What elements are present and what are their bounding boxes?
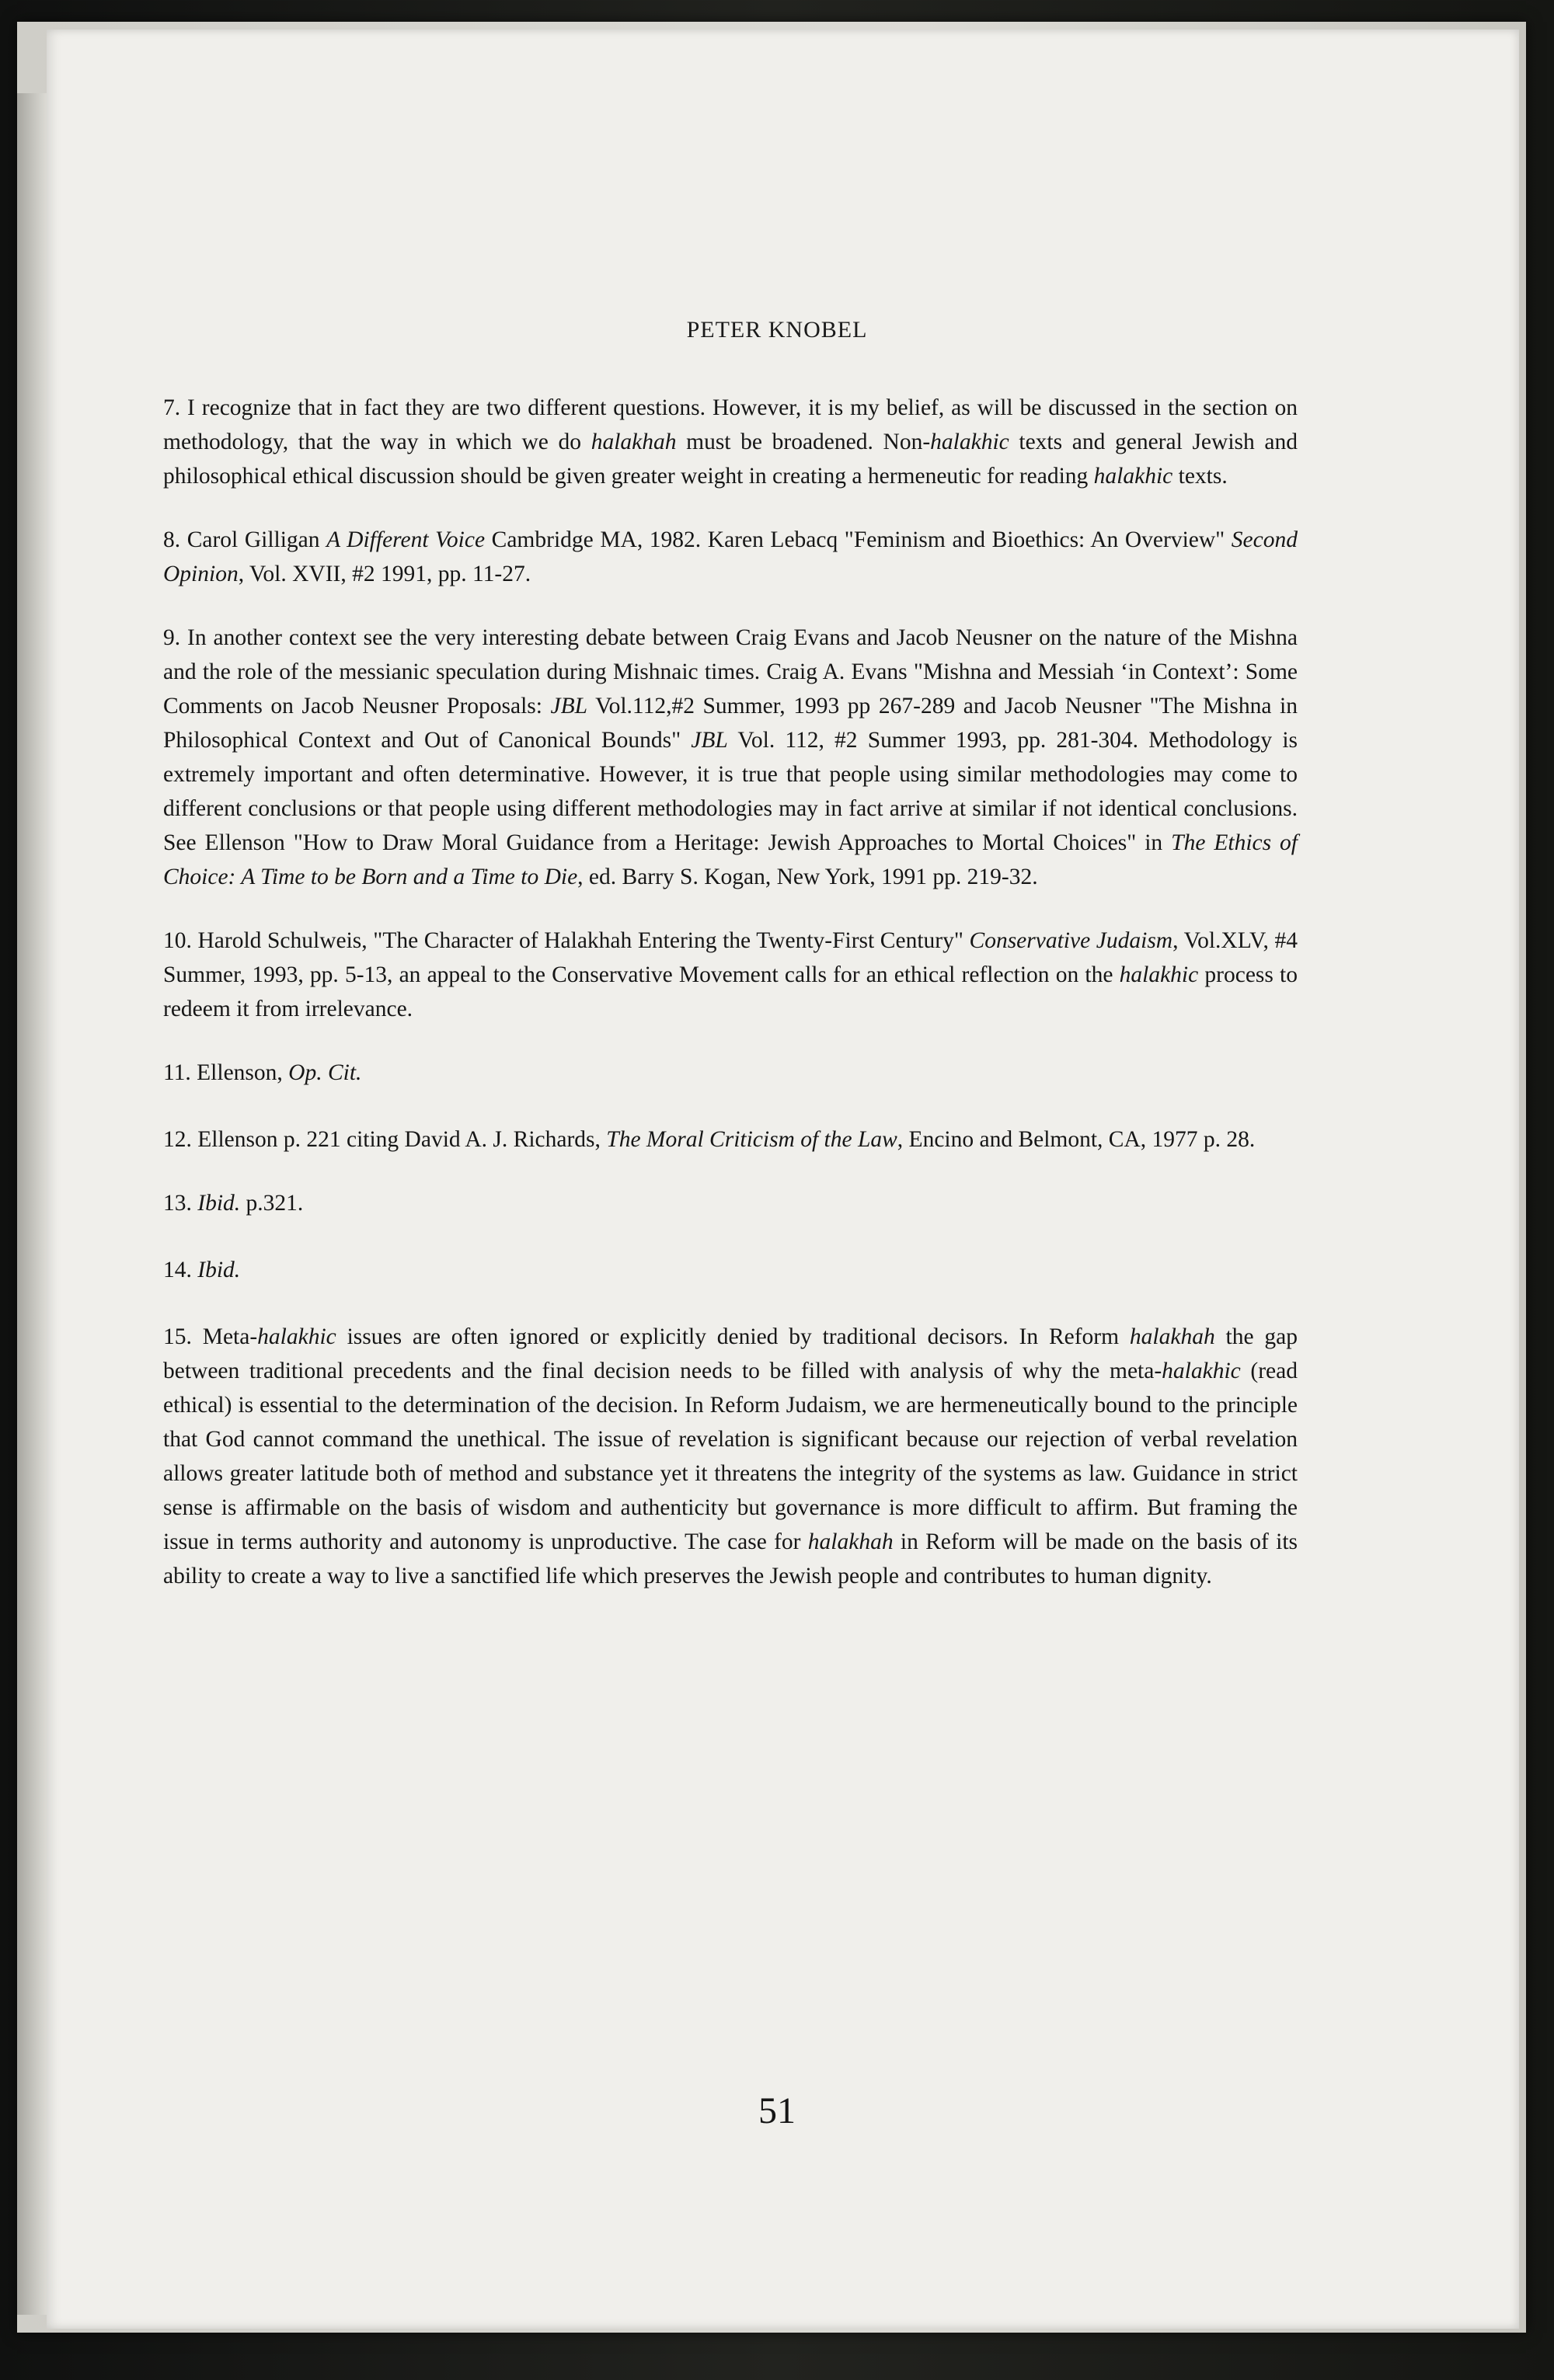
note-text: 9. In another context see the very interesting debate between Craig Evans and Jacob Neusner on the nature of the Mishna and the role of the messianic speculation during Mishnaic times. Craig A. Evans "Mishna and Messiah ‘in Context’: Some Comments on Jacob Neusner Proposals: [163, 625, 1298, 719]
note-text: , ed. Barry S. Kogan, New York, 1991 pp. 219-32. [577, 865, 1038, 889]
endnote-15 [163, 1320, 1298, 1593]
note-text: texts and general Jewish and philosophical ethical discussion should be given greater weight in creating a hermeneutic for reading [163, 430, 1298, 489]
italic-text: halakhic [1162, 1359, 1241, 1383]
italic-text: JBL [691, 728, 728, 753]
italic-text: halakhic [1119, 962, 1199, 987]
note-text: p.321. [240, 1191, 304, 1216]
endnote-11 [163, 1056, 1298, 1090]
note-text: 8. Carol Gilligan [163, 527, 327, 552]
note-text: 13. [163, 1191, 198, 1216]
endnote-14 [163, 1253, 1298, 1287]
italic-text: halakhah [1129, 1324, 1215, 1349]
note-text: Cambridge MA, 1982. Karen Lebacq "Feminism and Bioethics: An Overview" [485, 527, 1232, 552]
page-number: 51 [758, 2090, 796, 2131]
note-text: texts. [1172, 464, 1228, 489]
note-text: , Encino and Belmont, CA, 1977 p. 28. [897, 1127, 1256, 1152]
italic-text: Second Opinion [163, 527, 1298, 586]
italic-text: Ibid. [197, 1191, 241, 1216]
note-text: process to redeem it from irrelevance. [163, 962, 1298, 1021]
note-text: , Vol. XVII, #2 1991, pp. 11-27. [238, 562, 531, 586]
italic-text: Conservative Judaism [969, 928, 1173, 953]
endnote-8 [163, 523, 1298, 591]
note-text: the gap between traditional precedents and the final decision needs to be filled with analysis of why the meta- [163, 1324, 1298, 1383]
note-text: must be broadened. Non- [676, 430, 931, 454]
italic-text: A Different Voice [326, 527, 486, 552]
italic-text: The Ethics of Choice: A Time to be Born and a Time to Die [163, 830, 1298, 889]
note-text: in Reform will be made on the basis of its ability to create a way to live a sanctified life which preserves the Jewish people and contributes to human dignity. [163, 1529, 1298, 1588]
italic-text: halakhic [930, 430, 1009, 454]
italic-text: halakhah [591, 430, 677, 454]
italic-text: Op. Cit. [288, 1060, 362, 1085]
italic-text: JBL [550, 694, 588, 719]
note-text: 7. I recognize that in fact they are two different questions. However, it is my belief, as will be discussed in the section on methodology, that the way in which we do [163, 395, 1298, 454]
italic-text: halakhic [257, 1324, 336, 1349]
italic-text: Ibid. [197, 1258, 241, 1282]
note-text: 11. Ellenson, [163, 1060, 289, 1085]
note-text: 10. Harold Schulweis, "The Character of Halakhah Entering the Twenty-First Century" [163, 928, 970, 953]
italic-text: halakhah [807, 1529, 894, 1554]
endnote-12 [163, 1122, 1298, 1157]
note-text: 12. Ellenson p. 221 citing David A. J. Richards, [163, 1127, 607, 1152]
running-head: PETER KNOBEL [686, 317, 868, 343]
note-text: (read ethical) is essential to the determination of the decision. In Reform Judaism, we are hermeneutically bound to the principle that God cannot command the unethical. The issue of revelation is significant because our rejection of verbal revelation allows greater latitude both of method and substance yet it threatens the integrity of the systems as law. Guidance in strict sense is affirmable on the basis of wisdom and authenticity but governance is more difficult to affirm. But framing the issue in terms authority and autonomy is unproductive. The case for [163, 1359, 1298, 1554]
note-text: Vol. 112, #2 Summer 1993, pp. 281-304. Methodology is extremely important and often determinative. However, it is true that people using similar methodologies may come to different conclusions or that people using different methodologies may in fact arrive at similar if not identical conclusions. See Ellenson "How to Draw Moral Guidance from a Heritage: Jewish Approaches to Mortal Choices" in [163, 728, 1298, 855]
note-text: 14. [163, 1258, 198, 1282]
note-text: Vol.112,#2 Summer, 1993 pp 267-289 and Jacob Neusner "The Mishna in Philosophical Context and Out of Canonical Bounds" [163, 694, 1298, 753]
endnote-7 [163, 391, 1298, 493]
endnotes [163, 391, 1298, 1623]
note-text: 15. Meta- [163, 1324, 258, 1349]
italic-text: halakhic [1093, 464, 1173, 489]
note-text: issues are often ignored or explicitly denied by traditional decisors. In Reform [336, 1324, 1130, 1349]
italic-text: The Moral Criticism of the Law [606, 1127, 897, 1152]
endnote-10 [163, 924, 1298, 1026]
endnote-9 [163, 621, 1298, 894]
endnote-13 [163, 1186, 1298, 1220]
note-text: , Vol.XLV, #4 Summer, 1993, pp. 5-13, an appeal to the Conservative Movement calls for an ethical reflection on the [163, 928, 1298, 987]
